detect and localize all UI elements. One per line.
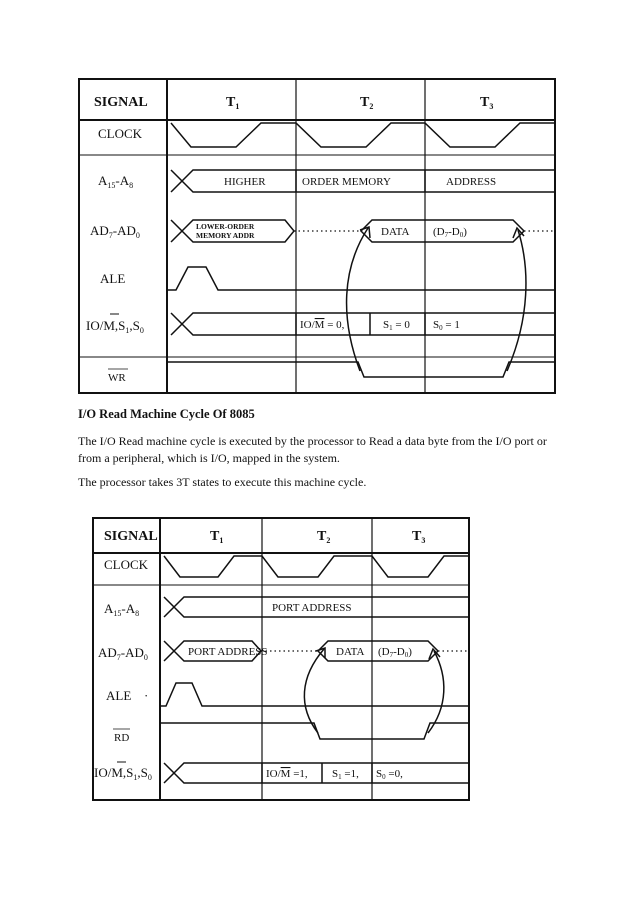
rd-to-data-arrow <box>304 649 324 733</box>
label-address: ADDRESS <box>446 176 497 188</box>
io-m-status-bus <box>171 313 555 335</box>
signal-ad7-ad0: $AD_7-AD_0$ <box>98 645 148 662</box>
signal-ale: ALE <box>100 271 126 286</box>
memory-write-timing-diagram <box>78 78 556 394</box>
header-t2: $T_2$ <box>360 95 374 111</box>
wr-to-data-arrow <box>347 228 368 371</box>
header-t2: $T_2$ <box>317 529 331 545</box>
timing-diagram-1-svg <box>78 78 556 394</box>
signal-ad7-ad0: $AD_7-AD_0$ <box>90 223 140 240</box>
clock-waveform <box>164 556 469 577</box>
signal-io-m-s1-s0: $IO/M,S_1,S_0$ <box>86 318 144 335</box>
ale-waveform <box>167 267 555 290</box>
io-read-timing-diagram <box>92 517 470 801</box>
rd-waveform <box>160 723 469 739</box>
label-lower-order: LOWER-ORDER <box>196 222 255 231</box>
section-title: I/O Read Machine Cycle Of 8085 <box>78 407 255 421</box>
io-m-status-bus <box>164 763 469 783</box>
label-order-memory: ORDER MEMORY <box>302 176 391 188</box>
ale-stray-dot: · <box>144 688 149 703</box>
signal-a15-a8: $A_{15}-A_8$ <box>104 601 140 618</box>
header-t1: $T_1$ <box>210 529 224 545</box>
label-memory-addr: MEMORY ADDR <box>196 231 255 240</box>
label-d7-d0: (D7-D0) <box>433 226 467 239</box>
signal-a15-a8: $A_{15}-A_8$ <box>98 173 134 190</box>
signal-io-m-s1-s0: $IO/M,S_1,S_0$ <box>94 765 152 782</box>
label-s1-1: S1 =1, <box>332 768 359 781</box>
label-s1-0: S1 = 0 <box>383 319 410 332</box>
label-io-m-1: IO/M =1, <box>266 768 308 780</box>
timing-diagram-2-svg <box>92 517 470 801</box>
label-data: DATA <box>336 646 365 658</box>
label-io-m-0: IO/M = 0, <box>300 319 345 331</box>
header-t1: $T_1$ <box>226 95 240 111</box>
signal-clock: CLOCK <box>104 557 149 572</box>
data-to-rd-arrow <box>428 651 444 733</box>
diagram-2-frame <box>93 518 469 800</box>
label-s0-0: S0 =0, <box>376 768 403 781</box>
clock-waveform <box>171 123 555 147</box>
diagram-1-frame <box>79 79 555 393</box>
label-data: DATA <box>381 226 410 238</box>
wr-waveform <box>167 362 555 377</box>
paragraph-t-states: The processor takes 3T states to execute this machine cycle. <box>78 475 367 489</box>
label-port-address: PORT ADDRESS <box>272 602 352 614</box>
signal-ale: ALE <box>106 688 132 703</box>
label-higher: HIGHER <box>224 176 266 188</box>
label-d7-d0: (D7-D0) <box>378 646 412 659</box>
data-to-wr-arrow <box>507 230 526 371</box>
signal-clock: CLOCK <box>98 126 143 141</box>
signal-wr: WR <box>108 372 126 384</box>
signal-rd: RD <box>114 732 130 744</box>
header-signal: SIGNAL <box>94 95 148 110</box>
header-t3: $T_3$ <box>412 529 426 545</box>
label-s0-1: S0 = 1 <box>433 319 460 332</box>
header-signal: SIGNAL <box>104 529 158 544</box>
paragraph-io-read-description: The I/O Read machine cycle is executed by the processor to Read a data byte from the I/O port or from a peripheral, which is I/O, mapped in the system. <box>78 434 547 465</box>
label-port-address-ad: PORT ADDRESS <box>188 646 268 658</box>
ale-waveform <box>160 683 469 706</box>
header-t3: $T_3$ <box>480 95 494 111</box>
